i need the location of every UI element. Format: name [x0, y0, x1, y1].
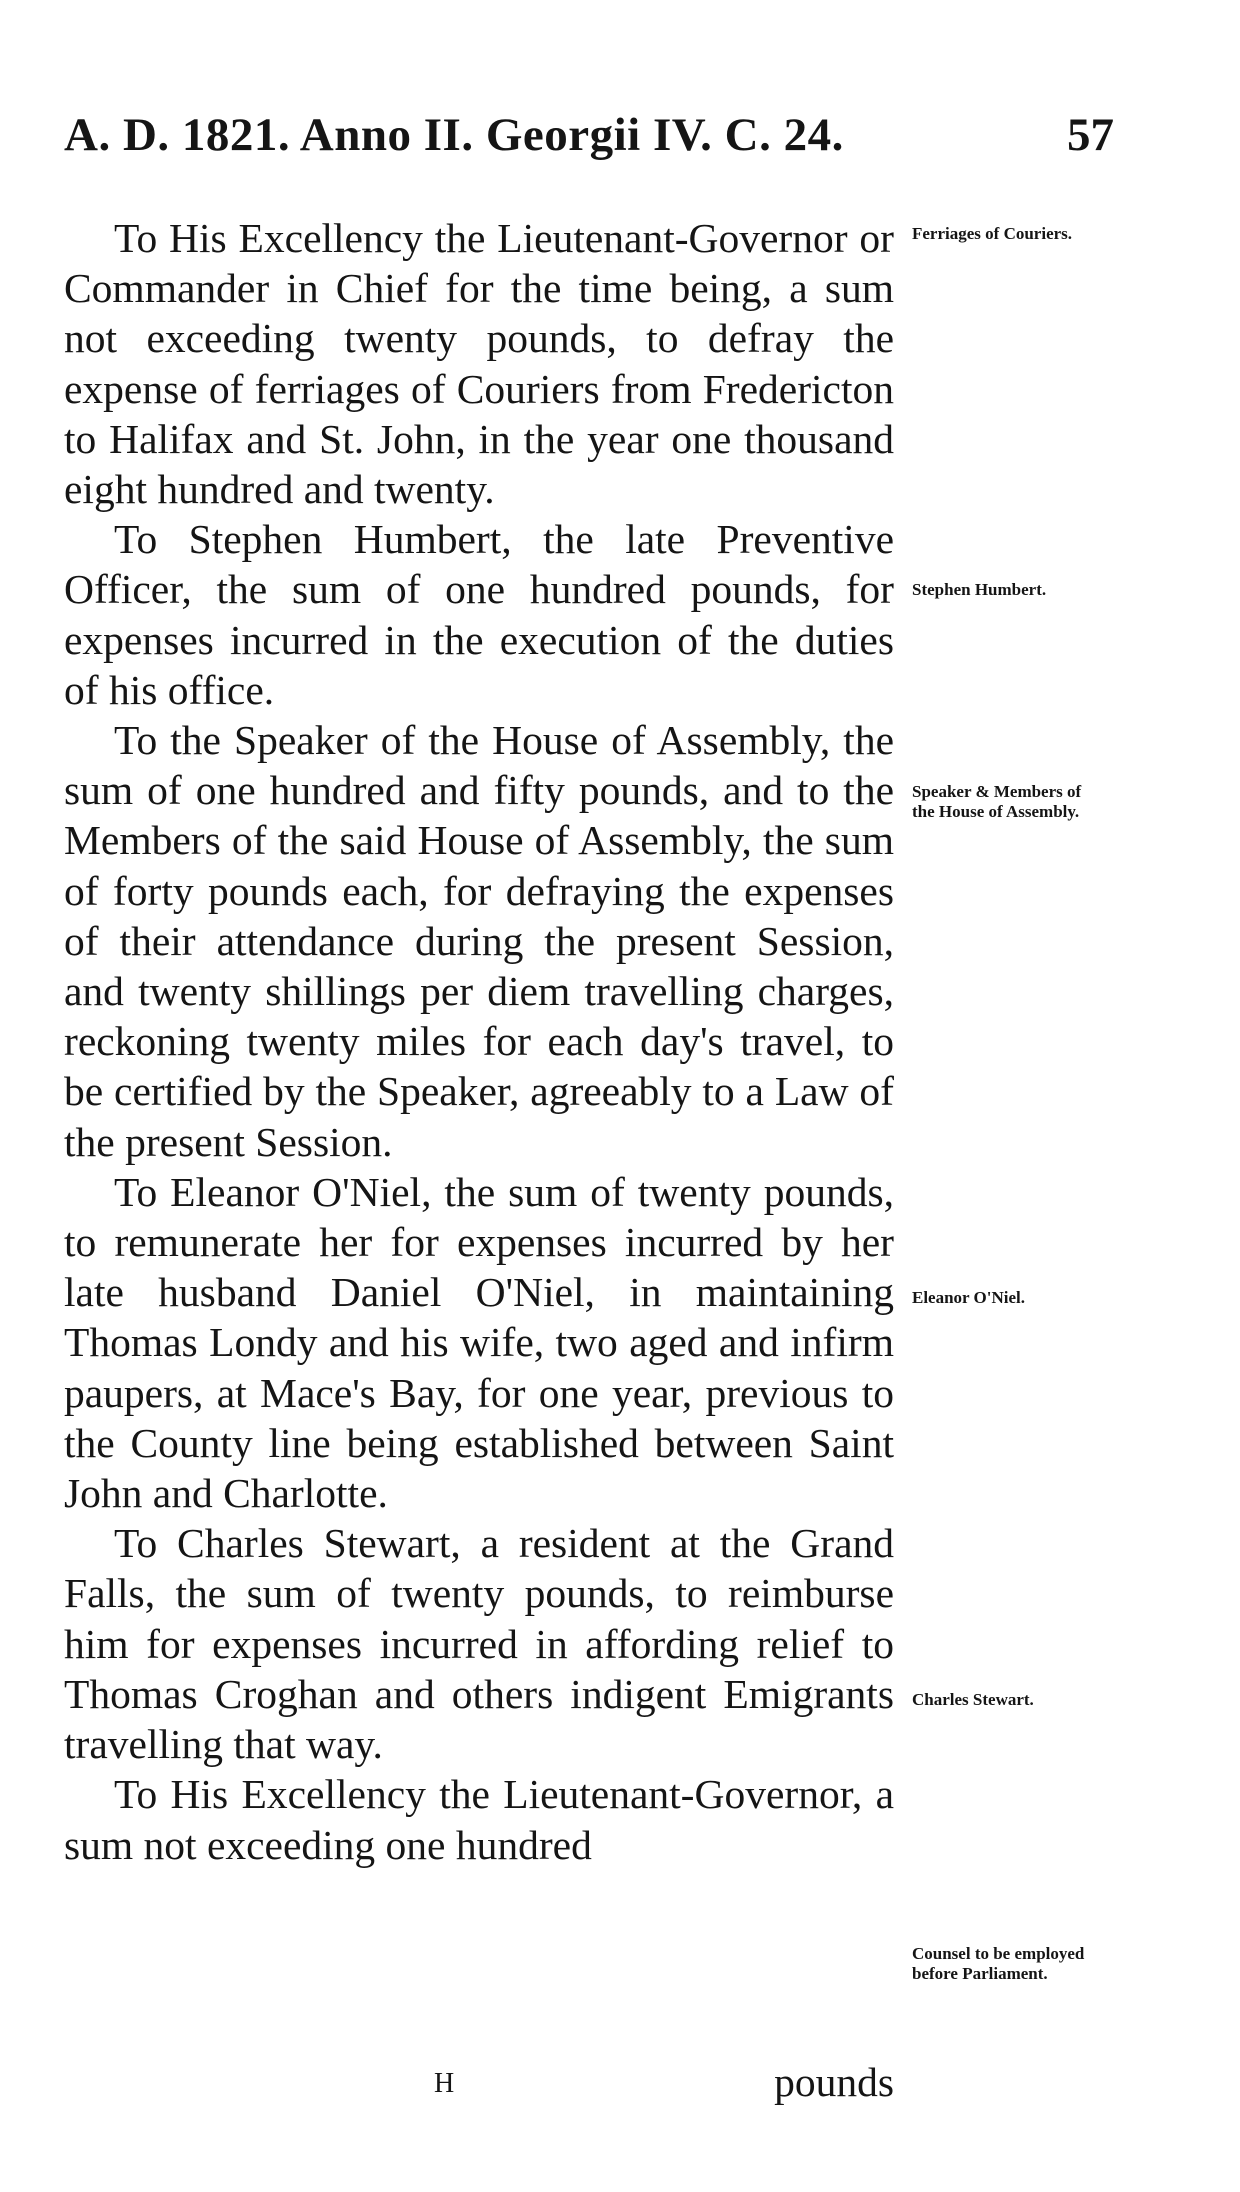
appropriation-eleanor-oniel: To Eleanor O'Niel, the sum of twenty pounds, to remunerate her for expenses incurred by her late husband Daniel O'Niel, in maintaining Thomas Londy and his wife, two aged and infirm paupers, at Mace's Bay, for one year, previous to the County line being established between Saint John and Charlotte.	[64, 1168, 894, 1517]
margin-note-charles-stewart: Charles Stewart.	[912, 1690, 1034, 1709]
appropriation-stephen-humbert: To Stephen Humbert, the late Preventive Officer, the sum of one hundred pounds, for expenses incurred in the execution of the duties of his office.	[64, 516, 894, 713]
margin-note-ferriages: Ferriages of Couriers.	[912, 224, 1073, 243]
margin-note-counsel: Counsel to be employed before Parliament.	[912, 1944, 1085, 1983]
page-header	[64, 108, 1114, 168]
appropriation-house-of-assembly: To the Speaker of the House of Assembly, the sum of one hundred and fifty pounds, and to the Members of the said House of Assembly, the sum of forty pounds each, for defraying the expenses of their attendance during the present Session, and twenty shillings per diem travelling charges, reckoning twenty miles for each day's travel, to be certified by the Speaker, agreeably to a Law of the present Session.	[64, 717, 894, 1165]
page-footer	[64, 2058, 894, 2112]
catchword: pounds	[774, 2059, 894, 2105]
appropriation-ferriages: To His Excellency the Lieutenant-Governor or Commander in Chief for the time being, a sum not exceeding twenty pounds, to defray the expense of ferriages of Couriers from Fredericton to Halifax and St. John, in the year one thousand eight hundred and twenty.	[64, 215, 894, 513]
margin-note-eleanor-oniel: Eleanor O'Niel.	[912, 1288, 1026, 1307]
running-head: A. D. 1821. Anno II. Georgii IV. C. 24.	[64, 109, 844, 161]
appropriation-counsel: To His Excellency the Lieutenant-Governor, a sum not exceeding one hundred	[64, 1771, 894, 1868]
margin-note-speaker-members: Speaker & Members of the House of Assembly.	[912, 782, 1082, 821]
page-number: 57	[1067, 109, 1114, 161]
appropriation-charles-stewart: To Charles Stewart, a resident at the Grand Falls, the sum of twenty pounds, to reimburse him for expenses incurred in affording relief to Thomas Croghan and others indigent Emigrants travelling that way.	[64, 1520, 894, 1768]
margin-note-stephen-humbert: Stephen Humbert.	[912, 580, 1047, 599]
body-text-column	[64, 213, 894, 1870]
signature-mark: H	[434, 2068, 455, 2099]
